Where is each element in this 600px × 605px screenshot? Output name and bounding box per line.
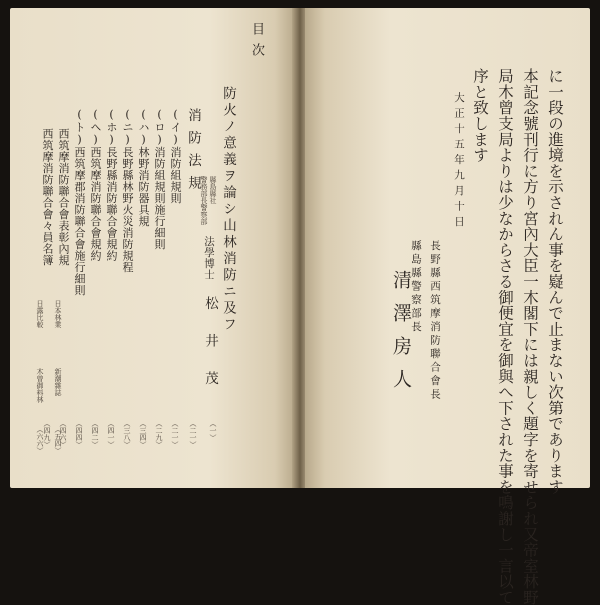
article-affiliation-2: 警務部長警察部	[200, 176, 208, 225]
signature-affiliation-1: 長野縣西筑摩消防聯合會長	[429, 240, 441, 402]
appendix-col2-top: 日露比較	[36, 300, 44, 328]
appendix-col1-page: （五四）	[54, 426, 62, 454]
toc-entry-5-page: （四一）	[107, 420, 115, 448]
toc-entry-3-page: （三四）	[139, 420, 147, 448]
article-author: 松井茂	[202, 296, 218, 409]
article-author-degree: 法學博士	[203, 236, 215, 280]
signature-affiliation-2: 縣島縣警察部長	[410, 240, 422, 335]
date-line: 大正十五年九月十日	[453, 92, 465, 232]
toc-entry-2-page: （二九）	[155, 420, 163, 448]
toc-entry-9: 西筑摩消防聯合會々員名簿	[41, 128, 54, 266]
body-line-1: に一段の進境を示されん事を嶷んで止まない次第であります	[546, 68, 564, 495]
appendix-col1-top: 日本林業	[54, 300, 62, 328]
toc-entry-1-page: （二一）	[171, 420, 179, 448]
toc-entry-6-page: （四二）	[91, 420, 99, 448]
toc-entry-2: (ロ)消防組規則施行細則	[153, 108, 166, 250]
article-title: 防火ノ意義ヲ論シ山林消防ニ及フ	[220, 86, 236, 334]
body-line-4: 序と致します	[471, 68, 489, 163]
appendix-col2-page: （六六）	[36, 426, 44, 454]
toc-entry-9-page: （四九）	[43, 420, 51, 448]
section-heading: 消防法規	[185, 108, 201, 198]
toc-entry-1: (イ)消防組規則	[169, 108, 182, 204]
toc-entry-7: (ト)西筑摩郡消防聯合會施行細則	[73, 108, 86, 296]
toc-entry-4-page: （三八）	[123, 420, 131, 448]
section-page: （二一）	[189, 420, 197, 448]
toc-entry-8-page: （四六）	[59, 420, 67, 448]
toc-entry-6: (ヘ)西筑摩消防聯合會規約	[89, 108, 102, 262]
body-line-2: 本記念號刊行に方り宮內大臣一木閣下には親しく題字を寄せられ又帝室林野	[521, 68, 539, 605]
left-page	[10, 8, 295, 488]
appendix-col2-bottom: 木曾御料林	[36, 368, 44, 403]
toc-entry-7-page: （四四）	[75, 420, 83, 448]
toc-entry-5: (ホ)長野縣消防聯合會規約	[105, 108, 118, 262]
article-affiliation-1: 縣島縣社	[209, 176, 217, 204]
toc-title: 目次	[249, 22, 264, 64]
toc-entry-8: 西筑摩消防聯合會表彰內規	[57, 128, 70, 266]
right-page	[305, 8, 590, 605]
article-page: （一）	[209, 420, 217, 441]
toc-entry-4: (ニ)長野縣林野火災消防規程	[121, 108, 134, 273]
appendix-col1-bottom: 新潮雜誌	[54, 368, 62, 396]
author-name: 清澤房人	[390, 270, 412, 402]
body-line-3: 局木曾支局よりは少なからさる御便宜を御與へ下された事を鳴謝し一言以て	[496, 68, 514, 605]
toc-entry-3: (ハ)林野消防器具規	[137, 108, 150, 227]
